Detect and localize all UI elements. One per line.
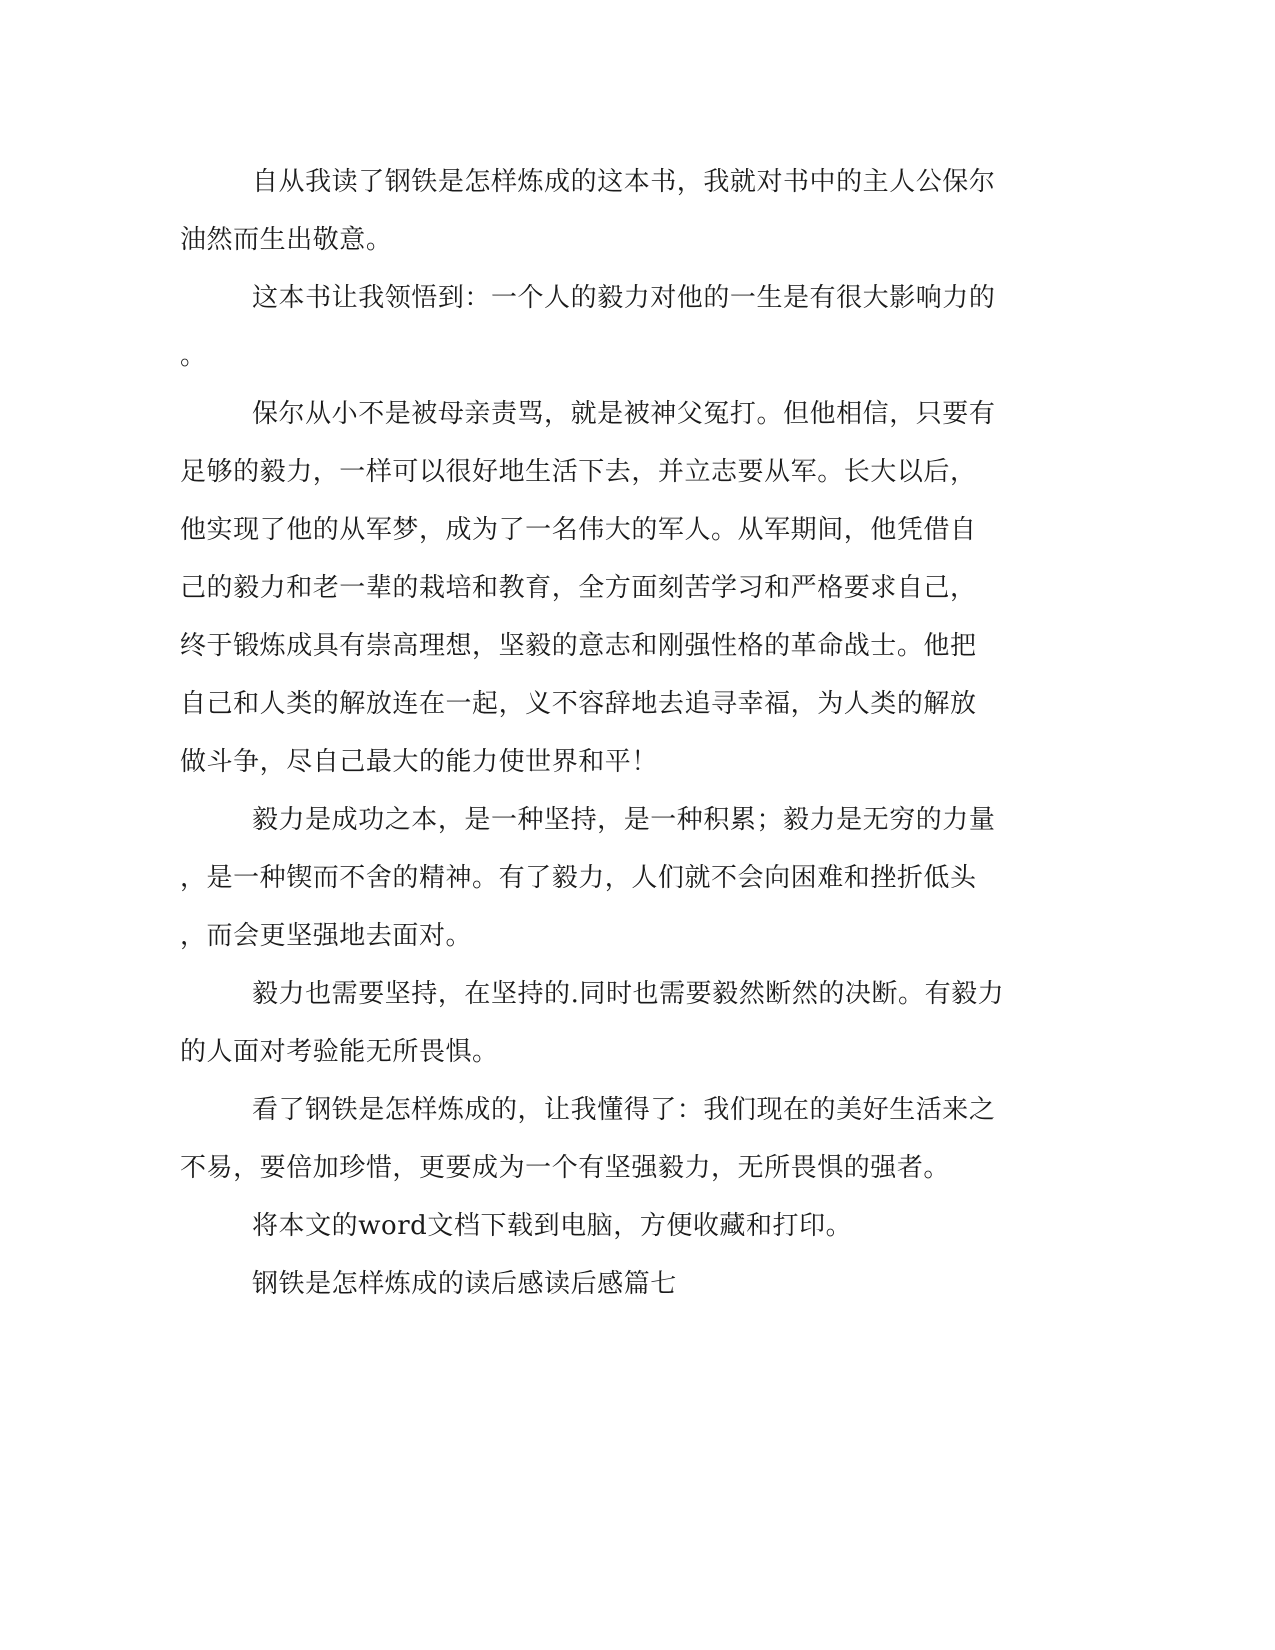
text-line: 毅力是成功之本，是一种坚持，是一种积累；毅力是无穷的力量	[252, 805, 996, 835]
text-line: 保尔从小不是被母亲责骂，就是被神父冤打。但他相信，只要有	[252, 399, 996, 429]
text-line: 将本文的word文档下载到电脑，方便收藏和打印。	[252, 1211, 853, 1241]
text-line: 毅力也需要坚持，在坚持的.同时也需要毅然断然的决断。有毅力	[252, 979, 1005, 1009]
text-line: 这本书让我领悟到：一个人的毅力对他的一生是有很大影响力的	[252, 283, 996, 313]
text-line: 己的毅力和老一辈的栽培和教育，全方面刻苦学习和严格要求自己，	[180, 573, 977, 603]
text-line: 做斗争，尽自己最大的能力使世界和平！	[180, 747, 658, 777]
text-line: 足够的毅力，一样可以很好地生活下去，并立志要从军。长大以后，	[180, 457, 977, 487]
text-line: ，而会更坚强地去面对。	[180, 921, 473, 951]
text-line: 自从我读了钢铁是怎样炼成的这本书，我就对书中的主人公保尔	[252, 167, 996, 197]
text-line: 他实现了他的从军梦，成为了一名伟大的军人。从军期间，他凭借自	[180, 515, 977, 545]
text-line: 不易，要倍加珍惜，更要成为一个有坚强毅力，无所畏惧的强者。	[180, 1153, 950, 1183]
text-line: 看了钢铁是怎样炼成的，让我懂得了：我们现在的美好生活来之	[252, 1095, 996, 1125]
text-line: 的人面对考验能无所畏惧。	[180, 1037, 499, 1067]
text-line: 终于锻炼成具有崇高理想，坚毅的意志和刚强性格的革命战士。他把	[180, 631, 977, 661]
text-line: ，是一种锲而不舍的精神。有了毅力，人们就不会向困难和挫折低头	[180, 863, 977, 893]
section-heading: 钢铁是怎样炼成的读后感读后感篇七	[252, 1269, 677, 1299]
text-line: 。	[180, 341, 207, 371]
text-line: 自己和人类的解放连在一起，义不容辞地去追寻幸福，为人类的解放	[180, 689, 977, 719]
text-line: 油然而生出敬意。	[180, 225, 393, 255]
